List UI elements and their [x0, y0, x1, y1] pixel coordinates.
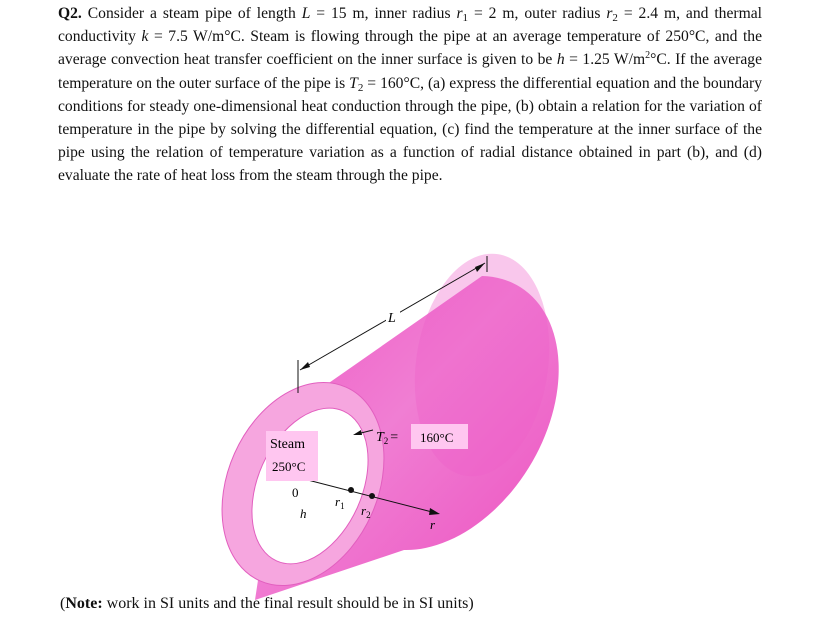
zero-label: 0 [292, 485, 299, 500]
steam-temp: 250°C [272, 459, 306, 474]
length-arrow-left [300, 362, 310, 370]
t2-value: 160°C [420, 430, 454, 445]
steam-label: Steam [270, 437, 305, 452]
r-axis-label: r [430, 517, 436, 532]
h-label: h [300, 506, 307, 521]
r1-label: $r_1$ [335, 494, 345, 511]
length-label: L [388, 311, 396, 326]
problem-statement: Q2. Consider a steam pipe of length L = 15 m, inner radius $r_1 = 2$ m, outer radius $r_2 = 2.4$ m, and thermal conductivity k = 7.5 W/m°C. Steam is flowing through the pipe at an average temperature of 250°C, and the average convection heat transfer coefficient on the inner surface is given to be h = 1.25 $W/m^2^\circ C$. If the average temperature on the outer surface of the pipe is $T_2 = 160^\circ C$, (a) express the differential equation and the boundary conditions for steady one-dimensional heat conduction through the pipe, (b) obtain a relation for the variation of temperature in the pipe by solving the differential equation, (c) find the temperature at the inner surface of the pipe using the relation of temperature variation as a function of radial distance obtained in part (b), and (d) evaluate the rate of heat loss from the steam through the pipe. [58, 5, 762, 185]
note: (Note: work in SI units and the final result should be in SI units) [60, 595, 474, 612]
r2-label: $r_2$ [361, 503, 371, 520]
t2-label: $T_2$ = [376, 430, 399, 446]
r1-point [348, 487, 354, 493]
question-number: Q2. [58, 5, 82, 22]
r2-point [369, 493, 375, 499]
